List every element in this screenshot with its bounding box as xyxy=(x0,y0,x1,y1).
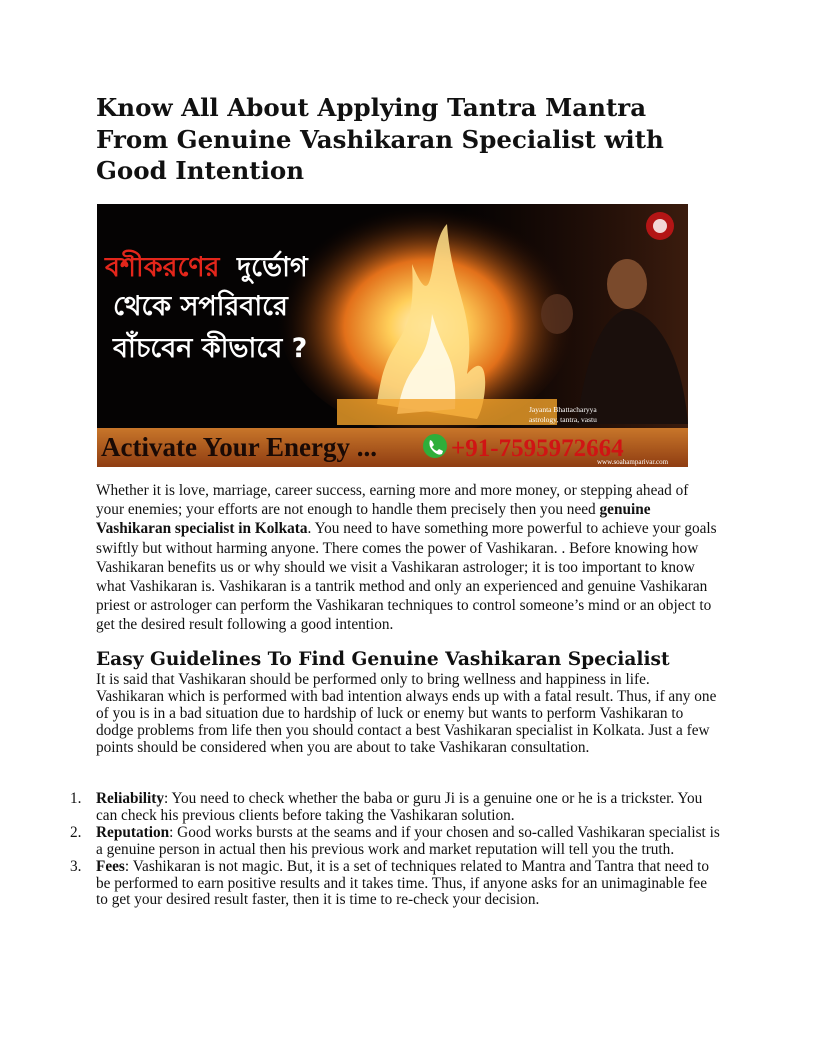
banner-bengali-white: দুর্ভোগ xyxy=(237,252,308,283)
list-item xyxy=(70,857,720,910)
list-term: Reputation xyxy=(96,823,170,841)
section-heading: Easy Guidelines To Find Genuine Vashikaran Specialist xyxy=(96,649,670,670)
banner-tagline: Activate Your Energy ... xyxy=(101,432,377,462)
intro-text-after: . You need to have something more powerful to achieve your goals swiftly but without harming anyone. There comes the power of Vashikaran. . Before knowing how Vashikaran benefits us or why should we visit a Vashikaran astrologer; it is too important to know what Vashikaran is. Vashikaran is a tantrik method and only an experienced and genuine Vashikaran priest or astrologer can perform the Vashikaran techniques to control someone’s mind or an object to get the desired result following a good intention. xyxy=(96,520,717,634)
intro-text-before: Whether it is love, marriage, career success, earning more and more money, or stepping ahead of your enemies; your efforts are not enough to handle them precisely then you need xyxy=(96,482,689,519)
list-item xyxy=(70,790,720,825)
banner-caption-sub: astrology, tantra, vastu xyxy=(529,415,597,424)
list-number: 1. xyxy=(70,790,82,807)
banner-bengali-red: বশীকরণের xyxy=(105,252,220,283)
intro-bold-link: genuine Vashikaran specialist in Kolkata xyxy=(96,501,651,538)
list-text: : Good works bursts at the seams and if your chosen and so-called Vashikaran specialist is a genuine person in actual then his previous work and market reputation will tell you the truth. xyxy=(96,823,720,858)
banner-image xyxy=(97,204,688,467)
list-number: 2. xyxy=(70,823,82,841)
list-term: Fees xyxy=(96,857,125,875)
banner-caption-name: Jayanta Bhattacharyya xyxy=(529,405,597,414)
list-term: Reliability xyxy=(96,790,164,807)
intro-paragraph xyxy=(96,481,720,635)
banner-website: www.soahamparivar.com xyxy=(597,458,669,466)
banner-bengali-line2: থেকে সপরিবারে xyxy=(113,291,288,322)
section-body: It is said that Vashikaran should be performed only to bring wellness and happiness in life. Vashikaran which is performed with bad intention always ends up with a fatal result. Thus, if any one of you is in a bad situation due to hardship of luck or enemy but wants to perform Vashikaran to dodge problems from life then you should contact a best Vashikaran specialist in Kolkata. Just a few points should be considered when you are about to take Vashikaran consultation. xyxy=(96,671,717,756)
banner-phone: +91-7595972664 xyxy=(451,435,624,462)
list-number: 3. xyxy=(70,857,82,875)
page-title: Know All About Applying Tantra Mantra From Genuine Vashikaran Specialist with Good Intention xyxy=(96,93,664,185)
list-item xyxy=(70,823,720,859)
list-text: : Vashikaran is not magic. But, it is a set of techniques related to Mantra and Tantra that need to be performed to earn positive results and it takes time. Thus, if anyone asks for an unimaginable fee to get your desired result faster, then it is time to re-check your decision. xyxy=(96,857,710,909)
phone-icon xyxy=(423,434,447,458)
guidelines-list xyxy=(70,790,720,909)
banner-bengali-line3: বাঁচবেন কীভাবে ? xyxy=(113,333,308,364)
list-text: : You need to check whether the baba or guru Ji is a genuine one or he is a trickster. You can check his previous clients before taking the Vashikaran solution. xyxy=(96,790,703,824)
